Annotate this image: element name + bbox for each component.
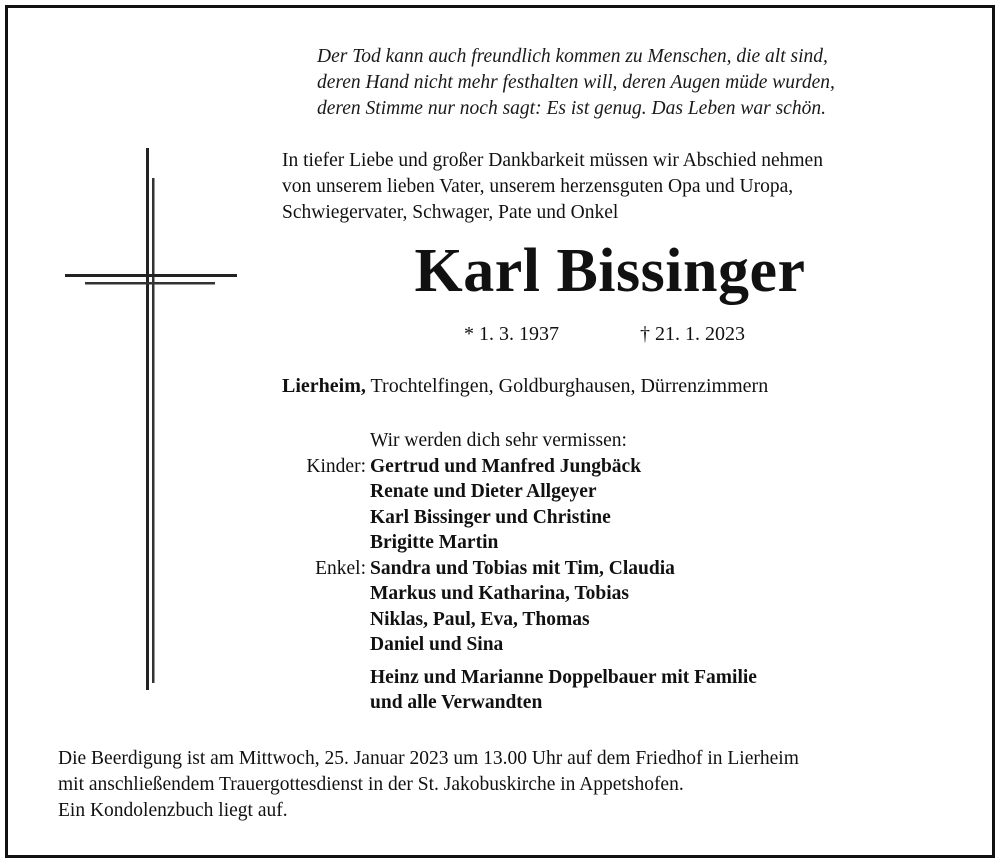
grandchildren-label: Enkel: — [315, 557, 366, 579]
intro-line: von unserem lieben Vater, unserem herzensguten Opa und Uropa, — [282, 176, 794, 197]
other-mourners: Heinz und Marianne Doppelbauer mit Familie — [370, 666, 757, 688]
children-label: Kinder: — [306, 455, 366, 477]
places-line — [282, 375, 768, 398]
cross-icon — [60, 148, 245, 690]
other-places: Trochtelfingen, Goldburghausen, Dürrenzimmern — [365, 375, 769, 397]
funeral-line: mit anschließendem Trauergottesdienst in der St. Jakobuskirche in Appetshofen. — [58, 774, 684, 795]
child-entry: Karl Bissinger und Christine — [370, 506, 611, 528]
funeral-info — [58, 746, 978, 824]
intro-text — [282, 148, 962, 226]
funeral-line: Die Beerdigung ist am Mittwoch, 25. Januar 2023 um 13.00 Uhr auf dem Friedhof in Lierheim — [58, 748, 799, 769]
poem-quote — [317, 44, 957, 122]
other-mourners: und alle Verwandten — [370, 692, 543, 713]
intro-line: In tiefer Liebe und großer Dankbarkeit müssen wir Abschied nehmen — [282, 150, 823, 171]
deceased-name: Karl Bissinger — [414, 237, 806, 305]
grandchild-entry: Sandra und Tobias mit Tim, Claudia — [370, 557, 675, 579]
main-place: Lierheim, — [282, 375, 366, 397]
death-date: † 21. 1. 2023 — [640, 323, 745, 345]
birth-date: * 1. 3. 1937 — [464, 323, 559, 345]
poem-line: Der Tod kann auch freundlich kommen zu Menschen, die alt sind, — [317, 46, 828, 67]
mourners-heading: Wir werden dich sehr vermissen: — [370, 430, 627, 451]
grandchild-entry: Daniel und Sina — [370, 634, 504, 655]
grandchild-entry: Markus und Katharina, Tobias — [370, 583, 630, 604]
child-entry: Brigitte Martin — [370, 532, 499, 553]
poem-line: deren Hand nicht mehr festhalten will, deren Augen müde wurden, — [317, 72, 835, 93]
funeral-line: Ein Kondolenzbuch liegt auf. — [58, 800, 288, 821]
poem-line: deren Stimme nur noch sagt: Es ist genug. Das Leben war schön. — [317, 98, 826, 119]
intro-line: Schwiegervater, Schwager, Pate und Onkel — [282, 202, 619, 223]
mourners-list — [282, 428, 962, 716]
child-entry: Gertrud und Manfred Jungbäck — [370, 455, 642, 477]
child-entry: Renate und Dieter Allgeyer — [370, 481, 597, 502]
grandchild-entry: Niklas, Paul, Eva, Thomas — [370, 608, 590, 630]
